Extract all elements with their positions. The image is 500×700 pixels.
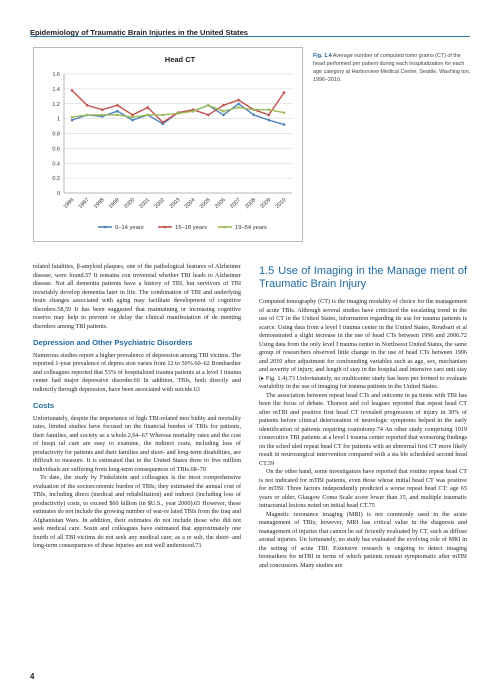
paragraph: Magnetic resonance imaging (MRI) is not commonly used in the acute management of TBIs; however, MRI has critical value in the diagnosis and management of injuries that cannot be suf ficiently evaluated by CT, such as diffuse axonal injuries. Un fortunately, no study has evaluated the evolving role of MRI in the setting of acute TBI. Extensive research is ongoing to detect imaging biomarkers for mTBI in terms of which patients remain symptomatic after mTBI and concussion. Many studies are bbox=[259, 510, 467, 569]
running-header bbox=[30, 22, 470, 37]
x-tick-label: 2004 bbox=[183, 197, 197, 211]
x-tick-label: 2001 bbox=[138, 197, 152, 211]
right-column bbox=[259, 265, 467, 570]
chart-title: Head CT bbox=[164, 55, 196, 64]
data-point bbox=[222, 110, 225, 113]
page-number: 4 bbox=[30, 672, 35, 681]
series-line bbox=[72, 90, 284, 122]
paragraph: To date, the study by Finkelstein and colleagues is the most comprehensive evaluation of the socioeconomic burden of TBIs; they estimated the annual cost of TBIs, including direct (medical and rehabilitation) and indirect (including loss of productivity) costs, to exceed $60 billion (in $U.S., year 2000).65 However, these estimates do not include the growing number of war-re lated TBIs from the Iraq and Afghanistan Wars. In addition, their estimates do not include those who did not seek medical care. Sosin and colleagues have estimated that approximately one fourth of all TBI victims do not seek any medical care; as a re sult, the short- and long-term consequences of these injuries are not well understood.71 bbox=[33, 474, 242, 549]
x-tick-label: 1998 bbox=[92, 197, 106, 211]
data-point bbox=[101, 108, 104, 111]
x-tick-label: 2010 bbox=[274, 197, 288, 211]
y-tick-label: 0.2 bbox=[52, 176, 60, 183]
data-point bbox=[131, 119, 134, 122]
x-tick-label: 2006 bbox=[213, 197, 227, 211]
data-point bbox=[71, 89, 74, 92]
data-point bbox=[101, 114, 104, 117]
y-tick-label: 0.6 bbox=[52, 146, 60, 153]
data-point bbox=[131, 116, 134, 119]
data-point bbox=[177, 112, 180, 115]
y-tick-label: 1 bbox=[56, 116, 60, 123]
figure-caption bbox=[313, 52, 471, 84]
figure-label: Fig. 1.4 bbox=[313, 53, 332, 59]
data-point bbox=[131, 114, 134, 117]
paragraph: Numerous studies report a higher prevalence of depression among TBI victims. The reported 1-year prevalence of depres sion varies from 12 to 50%.60–62 Bombardier and colleagues reported that 53% of hospitalized trauma patients at a level I trauma center had major depressive disorder.60 In addition, TBIs, both directly and indirectly through depression, have been associated with suicide.63 bbox=[33, 351, 241, 393]
data-point bbox=[146, 114, 149, 117]
data-point bbox=[71, 116, 74, 119]
data-point bbox=[237, 99, 240, 102]
data-point bbox=[283, 91, 286, 94]
y-tick-label: 1.2 bbox=[52, 101, 60, 108]
x-tick-label: 2003 bbox=[168, 197, 182, 211]
section-title: Use of Imaging in the Manage ment of Traumatic Brain Injury bbox=[259, 265, 467, 290]
y-tick-label: 0.8 bbox=[52, 131, 60, 138]
data-point bbox=[162, 121, 165, 124]
data-point bbox=[283, 111, 286, 114]
section-number: 1.5 bbox=[259, 265, 275, 277]
x-tick-label: 2007 bbox=[229, 197, 242, 211]
y-tick-label: 0 bbox=[56, 191, 60, 197]
x-tick-label: 2000 bbox=[123, 197, 136, 211]
legend-label: 19–54 years bbox=[235, 225, 267, 231]
x-tick-label: 1997 bbox=[77, 197, 91, 211]
head-ct-chart bbox=[33, 47, 303, 242]
data-point bbox=[162, 114, 165, 117]
data-point bbox=[207, 104, 210, 107]
x-tick-label: 1996 bbox=[62, 197, 76, 211]
legend-label: 0–14 years bbox=[115, 225, 144, 231]
paragraph: On the other hand, some investigators have reported that routine repeat head CT is not indicated for mTBI patients, even those whose initial head CT was positive for mTBI. Three factors independently predicted a worse repeat head CT: age 65 years or older, Glasgow Coma Scale score lower than 15, and multiple traumatic intracranial lesions noted on initial head CT.75 bbox=[259, 468, 467, 509]
data-point bbox=[268, 119, 271, 122]
figure-caption-text: Average number of computed tomo grams (CT) of the head performed per patient during each hospitalization for each age category at Harborview Medical Center, Seattle, Washing ton, 1996–2010. bbox=[313, 53, 471, 83]
left-column bbox=[33, 263, 241, 551]
heading-costs: Costs bbox=[33, 401, 55, 410]
paragraph: Computed tomography (CT) is the imaging modality of choice for the management of acute TBIs. Although several studies have criticized the escalating trend in the use of CT in the United States, information regarding its use for trauma patients is scarce. Using data from a level I trauma center in the United States, Roudsari et al demonstrated a slight increase in the use of head CTs between 1996 and 2006.72 Using data from the only level I trauma center in Northwest United States, the same group of researchers observed little change in the use of head CTs between 1996 and 2010 after adjustment for confounding variables such as age, sex, mechanism and severity of injury, and length of stay in the hospital and intensive care unit stay (▸ Fig. 1.4).73 Unfortunately, no multicenter study has been per formed to evaluate variability in the use of imaging for trauma patients in the United States. bbox=[259, 298, 467, 390]
legend-marker bbox=[164, 226, 167, 229]
data-point bbox=[192, 110, 195, 113]
data-point bbox=[71, 119, 74, 122]
legend-label: 15–18 years bbox=[175, 225, 207, 231]
data-point bbox=[146, 106, 149, 109]
data-point bbox=[116, 110, 119, 113]
legend-marker bbox=[224, 226, 227, 229]
section-heading bbox=[259, 265, 467, 291]
legend-marker bbox=[104, 226, 107, 229]
data-point bbox=[116, 114, 119, 117]
data-point bbox=[86, 114, 89, 117]
x-tick-label: 2009 bbox=[259, 197, 273, 211]
x-tick-label: 2005 bbox=[198, 197, 212, 211]
data-point bbox=[222, 104, 225, 107]
data-point bbox=[222, 114, 225, 117]
y-tick-label: 1.6 bbox=[52, 72, 60, 78]
data-point bbox=[268, 114, 271, 117]
data-point bbox=[268, 108, 271, 111]
data-point bbox=[283, 123, 286, 126]
y-tick-label: 1.4 bbox=[52, 86, 60, 93]
paragraph: related fatalities, β-amyloid plaques, one of the pathological features of Alzheimer disease, were found.57 It remains con troversial whether TBI leads to Alzheimer disease. Not all dementia patients have a history of TBI, but survivors of TBI invariably develop dementia later in life. The combination of TBI and underlying brain changes associated with aging may facilitate development of cognitive disorders.58,59 It has been suggested that maintaining or increasing cognitive reserve may help to prevent or delay the clinical manifestation of de menting disorders among TBI patients. bbox=[33, 263, 241, 330]
data-point bbox=[252, 108, 255, 111]
running-header-title: Epidemiology of Traumatic Brain Injuries in the United States bbox=[30, 28, 248, 37]
heading-depression: Depression and Other Psychiatric Disorders bbox=[33, 338, 193, 347]
paragraph: The association between repeat head CTs and outcome in pa tients with TBI has been the focus of debate. Thorson and col leagues reported that repeat head CT after mTBI and positive first head CT revealed progression of injury in 30% of patients before clinical deterioration of neurologic symptoms helped in the early identification of patients requiring craniotomy.74 An other study comprising 1019 consecutive TBI patients at a level I trauma center reported that worsening findings on the sched uled repeat head CT for patients with an abnormal first CT more likely result in neurosurgical intervention compared with a sta ble scheduled second head CT.59 bbox=[259, 391, 467, 467]
paragraph: Unfortunately, despite the importance of high TBI-related mor bidity and mortality rates, limited studies have focused on the financial burden of TBIs for patients, their families, and society as a whole.2,64–67 Whereas mortality rates and the cost of hospi tal care are easy to examine, the indirect costs, including loss of productivity for patients and their families and short- and long-term disabilities, are difficult to measure. It is estimated that in the United States three to five million individuals are suffering from long-term consequences of TBIs.68–70 bbox=[33, 414, 241, 473]
series-line bbox=[72, 105, 284, 117]
data-point bbox=[116, 104, 119, 107]
data-point bbox=[252, 114, 255, 117]
x-tick-label: 2002 bbox=[153, 197, 167, 211]
data-point bbox=[207, 114, 210, 117]
data-point bbox=[237, 102, 240, 105]
x-tick-label: 2008 bbox=[244, 197, 258, 211]
y-tick-label: 0.4 bbox=[52, 161, 60, 168]
data-point bbox=[237, 106, 240, 109]
data-point bbox=[86, 104, 89, 107]
x-tick-label: 1999 bbox=[107, 197, 121, 211]
chart-canvas bbox=[34, 48, 302, 241]
